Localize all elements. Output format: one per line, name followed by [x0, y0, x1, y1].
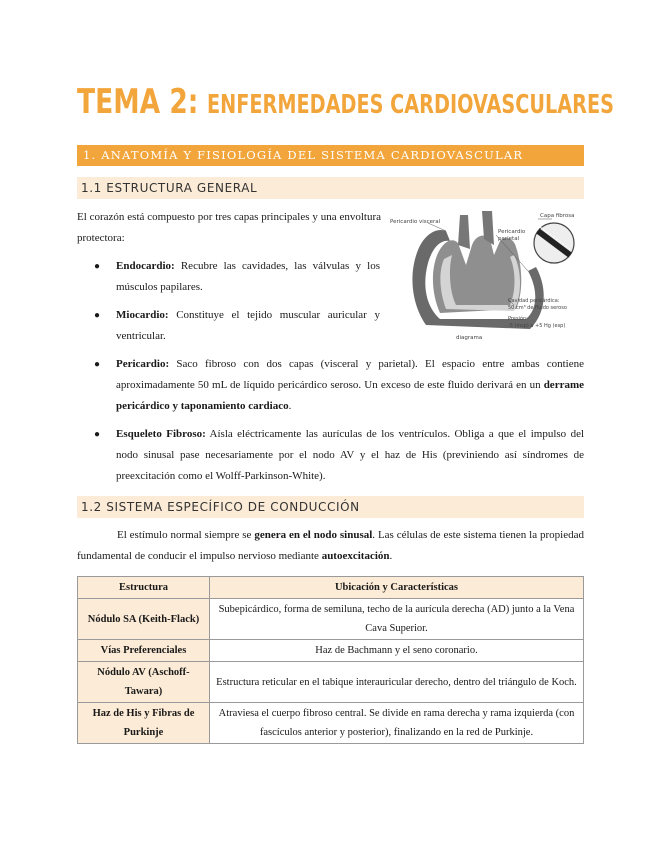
bullet-text: Esqueleto Fibroso: Aísla eléctricamente las aurículas de los ventrículos. Obliga a que el impulso del nodo sinusal pase necesariamente por el nodo AV y el haz de His (previniendo así síndromes de preexcitación como el Wolff-Parkinson-White).: [116, 428, 585, 482]
bullet-text: Pericardio: Saco fibroso con dos capas (visceral y parietal). El espacio entre ambas contiene aproximadamente 50 mL de líquido pericárdico seroso. Un exceso de este fluido derivará en un derrame pericárdico y taponamiento cardiaco.: [116, 358, 584, 412]
pericardium-diagram: [388, 205, 584, 350]
bullet-text: Endocardio: Recubre las cavidades, las válvulas y los músculos papilares.: [116, 260, 380, 293]
section-heading-1-2: 1.2 SISTEMA ESPECÍFICO DE CONDUCCIÓN: [77, 496, 584, 518]
table-row: [78, 703, 584, 744]
bullet-term: Endocardio:: [116, 260, 175, 272]
bullet-dot: ●: [94, 359, 101, 370]
table-key-cell: Vías Preferenciales: [78, 640, 210, 662]
label-cavidad-2: 50 cm³ de fluido seroso: [508, 305, 567, 311]
table-key-cell: Haz de His y Fibras de Purkinje: [78, 703, 210, 744]
label-diafragma: diagrama: [456, 335, 483, 341]
table-value-cell: Atraviesa el cuerpo fibroso central. Se divide en rama derecha y rama izquierda (con fascículos anterior y posterior), finalizando en la red de Purkinje.: [210, 703, 584, 744]
bullet-pericardio: [94, 354, 584, 417]
label-presion-2: -5 (insp) a +5 Hg (esp): [508, 323, 566, 329]
label-cavidad-1: Cavidad pericárdica:: [508, 298, 560, 304]
bullet-term: Pericardio:: [116, 358, 170, 370]
section-heading-1: 1. ANATOMÍA Y FISIOLOGÍA DEL SISTEMA CARDIOVASCULAR: [77, 145, 584, 166]
bullet-term: Esqueleto Fibroso:: [116, 428, 206, 440]
table-value-cell: Estructura reticular en el tabique interauricular derecho, dentro del triángulo de Koch.: [210, 662, 584, 703]
table-header-row: [78, 577, 584, 599]
section-heading-1-1: 1.1 ESTRUCTURA GENERAL: [77, 177, 584, 199]
table-row: [78, 640, 584, 662]
table-header-cell: Estructura: [78, 577, 210, 599]
title-part1: TEMA 2:: [77, 82, 199, 122]
table-row: [78, 599, 584, 640]
label-fibrosa: Capa fibrosa: [540, 213, 575, 219]
conduction-paragraph: El estímulo normal siempre se genera en el nodo sinusal. Las células de este sistema tienen la propiedad fundamental de conducir el impulso nervioso mediante autoexcitación.: [77, 529, 584, 562]
page-title: [77, 82, 614, 122]
label-parietal-1: Pericardio: [498, 229, 526, 235]
table-key-cell: Nódulo SA (Keith-Flack): [78, 599, 210, 640]
intro-paragraph: El corazón está compuesto por tres capas principales y una envoltura protectora:: [77, 211, 381, 244]
label-parietal-2: parietal: [498, 236, 520, 242]
bullet-miocardio: [94, 305, 380, 347]
table-header-cell: Ubicación y Características: [210, 577, 584, 599]
bullet-dot: ●: [94, 261, 101, 272]
table-value-cell: Subepicárdico, forma de semiluna, techo de la aurícula derecha (AD) junto a la Vena Cava Superior.: [210, 599, 584, 640]
table-row: [78, 662, 584, 703]
bullet-dot: ●: [94, 310, 101, 321]
bullet-text: Miocardio: Constituye el tejido muscular auricular y ventricular.: [116, 309, 380, 342]
conduction-table: [77, 576, 584, 744]
table-key-cell: Nódulo AV (Aschoff-Tawara): [78, 662, 210, 703]
vessel-shape: [458, 215, 470, 249]
title-part2: ENFERMEDADES CARDIOVASCULARES: [206, 90, 614, 120]
bullet-endocardio: [94, 256, 380, 298]
bullet-term: Miocardio:: [116, 309, 169, 321]
label-presion-1: Presión:: [508, 316, 528, 322]
bullet-dot: ●: [94, 429, 101, 440]
bullet-esqueleto: [94, 424, 584, 487]
label-visceral: Pericardio visceral: [390, 219, 441, 225]
table-value-cell: Haz de Bachmann y el seno coronario.: [210, 640, 584, 662]
